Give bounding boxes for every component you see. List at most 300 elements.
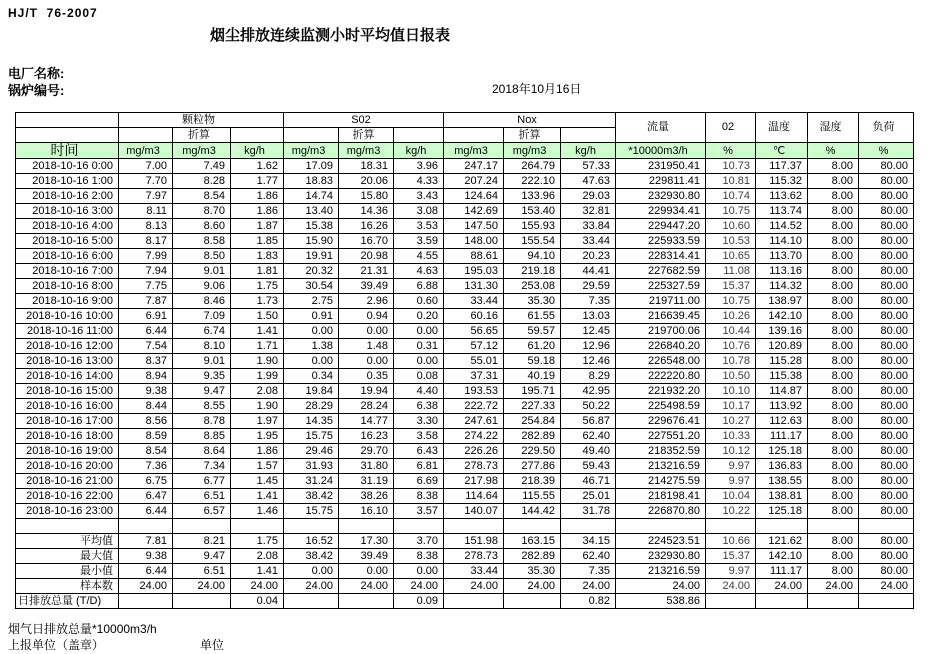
value-cell: 226870.80: [616, 504, 706, 519]
table-row: [16, 324, 914, 339]
unit-so2-kgh: kg/h: [394, 143, 444, 159]
value-cell: 10.75: [706, 294, 756, 309]
value-cell: 24.00: [173, 579, 231, 594]
value-cell: [119, 594, 173, 609]
value-cell: 10.60: [706, 219, 756, 234]
empty-cell: [119, 128, 173, 143]
value-cell: 31.93: [284, 459, 339, 474]
table-row: [16, 264, 914, 279]
value-cell: 14.77: [339, 414, 394, 429]
value-cell: 4.55: [394, 249, 444, 264]
value-cell: 7.97: [119, 189, 173, 204]
value-cell: 9.47: [173, 384, 231, 399]
value-cell: 221932.20: [616, 384, 706, 399]
value-cell: 282.89: [504, 549, 561, 564]
value-cell: [119, 519, 173, 534]
value-cell: 17.09: [284, 159, 339, 174]
value-cell: 6.44: [119, 564, 173, 579]
value-cell: 1.62: [231, 159, 284, 174]
boiler-number-label: 锅炉编号:: [8, 83, 65, 98]
value-cell: 247.17: [444, 159, 504, 174]
col-group-nox: Nox: [444, 113, 616, 128]
value-cell: 207.24: [444, 174, 504, 189]
table-row: [16, 279, 914, 294]
value-cell: 124.64: [444, 189, 504, 204]
value-cell: 12.96: [561, 339, 616, 354]
value-cell: 113.16: [756, 264, 808, 279]
value-cell: 8.00: [808, 324, 859, 339]
value-cell: 8.37: [119, 354, 173, 369]
value-cell: 31.80: [339, 459, 394, 474]
value-cell: 1.81: [231, 264, 284, 279]
value-cell: 8.00: [808, 534, 859, 549]
value-cell: 219711.00: [616, 294, 706, 309]
value-cell: 29.70: [339, 444, 394, 459]
value-cell: 0.94: [339, 309, 394, 324]
table-row: [16, 429, 914, 444]
value-cell: 1.75: [231, 279, 284, 294]
value-cell: 80.00: [859, 459, 914, 474]
value-cell: 80.00: [859, 489, 914, 504]
value-cell: 142.10: [756, 309, 808, 324]
value-cell: 20.23: [561, 249, 616, 264]
summary-label: 最小值: [16, 564, 119, 579]
value-cell: 0.00: [339, 324, 394, 339]
value-cell: 80.00: [859, 414, 914, 429]
value-cell: 6.57: [173, 504, 231, 519]
value-cell: 1.75: [231, 534, 284, 549]
value-cell: 148.00: [444, 234, 504, 249]
value-cell: 3.30: [394, 414, 444, 429]
value-cell: 30.54: [284, 279, 339, 294]
summary-label: 最大值: [16, 549, 119, 564]
value-cell: 62.40: [561, 429, 616, 444]
value-cell: [756, 594, 808, 609]
value-cell: 21.31: [339, 264, 394, 279]
value-cell: 15.75: [284, 429, 339, 444]
value-cell: [173, 594, 231, 609]
value-cell: 88.61: [444, 249, 504, 264]
value-cell: 24.00: [394, 579, 444, 594]
value-cell: 1.71: [231, 339, 284, 354]
table-row: [16, 294, 914, 309]
value-cell: [394, 519, 444, 534]
value-cell: 9.06: [173, 279, 231, 294]
value-cell: 37.31: [444, 369, 504, 384]
value-cell: 9.35: [173, 369, 231, 384]
value-cell: 229447.20: [616, 219, 706, 234]
value-cell: 8.00: [808, 339, 859, 354]
value-cell: 227.33: [504, 399, 561, 414]
value-cell: 229676.41: [616, 414, 706, 429]
value-cell: 0.00: [284, 324, 339, 339]
value-cell: 25.01: [561, 489, 616, 504]
value-cell: 8.28: [173, 174, 231, 189]
value-cell: 8.38: [394, 489, 444, 504]
value-cell: 1.48: [339, 339, 394, 354]
value-cell: 80.00: [859, 564, 914, 579]
value-cell: 16.52: [284, 534, 339, 549]
table-row: [16, 474, 914, 489]
row-time: 2018-10-16 17:00: [16, 414, 119, 429]
value-cell: 1.38: [284, 339, 339, 354]
value-cell: 10.26: [706, 309, 756, 324]
value-cell: 8.38: [394, 549, 444, 564]
value-cell: 1.99: [231, 369, 284, 384]
table-header: [16, 113, 914, 159]
value-cell: 2.08: [231, 549, 284, 564]
col-group-so2: S02: [284, 113, 444, 128]
value-cell: 1.41: [231, 489, 284, 504]
table-row: [16, 369, 914, 384]
value-cell: 39.49: [339, 549, 394, 564]
corner-cell-2: [16, 128, 119, 143]
table-row: [16, 219, 914, 234]
value-cell: 59.18: [504, 354, 561, 369]
corner-cell: [16, 113, 119, 128]
value-cell: 213216.59: [616, 459, 706, 474]
value-cell: 115.28: [756, 354, 808, 369]
value-cell: 7.99: [119, 249, 173, 264]
value-cell: 7.94: [119, 264, 173, 279]
summary-label: 样本数: [16, 579, 119, 594]
value-cell: 15.75: [284, 504, 339, 519]
value-cell: 225498.59: [616, 399, 706, 414]
value-cell: 80.00: [859, 264, 914, 279]
value-cell: 34.15: [561, 534, 616, 549]
row-time: 2018-10-16 4:00: [16, 219, 119, 234]
value-cell: 227551.20: [616, 429, 706, 444]
value-cell: 11.08: [706, 264, 756, 279]
value-cell: 1.41: [231, 564, 284, 579]
value-cell: 62.40: [561, 549, 616, 564]
table-row: [16, 444, 914, 459]
value-cell: 35.30: [504, 294, 561, 309]
value-cell: 0.00: [339, 354, 394, 369]
value-cell: 24.00: [444, 579, 504, 594]
summary-rows: [16, 519, 914, 609]
value-cell: 10.27: [706, 414, 756, 429]
row-time: 2018-10-16 15:00: [16, 384, 119, 399]
value-cell: 115.55: [504, 489, 561, 504]
value-cell: 278.73: [444, 459, 504, 474]
value-cell: 10.78: [706, 354, 756, 369]
value-cell: 4.33: [394, 174, 444, 189]
value-cell: 114.87: [756, 384, 808, 399]
value-cell: 7.54: [119, 339, 173, 354]
value-cell: 214275.59: [616, 474, 706, 489]
row-time: 2018-10-16 19:00: [16, 444, 119, 459]
value-cell: 16.26: [339, 219, 394, 234]
value-cell: 1.87: [231, 219, 284, 234]
value-cell: 8.21: [173, 534, 231, 549]
value-cell: 8.10: [173, 339, 231, 354]
value-cell: 8.00: [808, 489, 859, 504]
value-cell: 10.53: [706, 234, 756, 249]
value-cell: 80.00: [859, 189, 914, 204]
value-cell: 59.57: [504, 324, 561, 339]
value-cell: 1.73: [231, 294, 284, 309]
value-cell: 16.70: [339, 234, 394, 249]
value-cell: 10.76: [706, 339, 756, 354]
data-rows: [16, 159, 914, 519]
value-cell: 6.69: [394, 474, 444, 489]
value-cell: 10.50: [706, 369, 756, 384]
value-cell: 6.88: [394, 279, 444, 294]
summary-label: 平均值: [16, 534, 119, 549]
value-cell: 229811.41: [616, 174, 706, 189]
value-cell: 47.63: [561, 174, 616, 189]
value-cell: 16.10: [339, 504, 394, 519]
table-row: [16, 159, 914, 174]
value-cell: [284, 519, 339, 534]
value-cell: 8.00: [808, 159, 859, 174]
value-cell: 0.00: [284, 564, 339, 579]
value-cell: 8.60: [173, 219, 231, 234]
value-cell: 9.97: [706, 459, 756, 474]
value-cell: 8.00: [808, 219, 859, 234]
unit-o2: %: [706, 143, 756, 159]
value-cell: 142.69: [444, 204, 504, 219]
row-time: 2018-10-16 9:00: [16, 294, 119, 309]
value-cell: 155.93: [504, 219, 561, 234]
value-cell: 8.50: [173, 249, 231, 264]
table-row: [16, 249, 914, 264]
value-cell: 8.29: [561, 369, 616, 384]
table-row: [16, 489, 914, 504]
value-cell: 14.74: [284, 189, 339, 204]
value-cell: 225327.59: [616, 279, 706, 294]
value-cell: 28.24: [339, 399, 394, 414]
value-cell: 10.17: [706, 399, 756, 414]
value-cell: 229934.41: [616, 204, 706, 219]
value-cell: 80.00: [859, 174, 914, 189]
table-row: [16, 399, 914, 414]
page-title: 烟尘排放连续监测小时平均值日报表: [209, 27, 450, 44]
value-cell: 218352.59: [616, 444, 706, 459]
value-cell: 138.97: [756, 294, 808, 309]
value-cell: 8.11: [119, 204, 173, 219]
value-cell: [808, 519, 859, 534]
value-cell: 8.13: [119, 219, 173, 234]
value-cell: 8.00: [808, 174, 859, 189]
value-cell: 12.45: [561, 324, 616, 339]
spacer-row: [16, 519, 914, 534]
value-cell: 10.66: [706, 534, 756, 549]
value-cell: 80.00: [859, 354, 914, 369]
value-cell: 6.74: [173, 324, 231, 339]
group-header-row: [16, 113, 914, 128]
value-cell: 24.00: [706, 579, 756, 594]
value-cell: 121.62: [756, 534, 808, 549]
value-cell: 0.00: [394, 354, 444, 369]
value-cell: [284, 594, 339, 609]
value-cell: 0.91: [284, 309, 339, 324]
nox-converted-label: 折算: [504, 128, 561, 143]
value-cell: 151.98: [444, 534, 504, 549]
value-cell: 9.47: [173, 549, 231, 564]
value-cell: 8.54: [119, 444, 173, 459]
unit-so2-raw: mg/m3: [284, 143, 339, 159]
value-cell: 80.00: [859, 219, 914, 234]
value-cell: [173, 519, 231, 534]
value-cell: 1.86: [231, 189, 284, 204]
value-cell: 20.06: [339, 174, 394, 189]
value-cell: 24.00: [561, 579, 616, 594]
unit-nox-kgh: kg/h: [561, 143, 616, 159]
value-cell: 20.32: [284, 264, 339, 279]
value-cell: 42.95: [561, 384, 616, 399]
value-cell: 274.22: [444, 429, 504, 444]
value-cell: [808, 594, 859, 609]
value-cell: 80.00: [859, 249, 914, 264]
value-cell: [504, 594, 561, 609]
value-cell: [339, 519, 394, 534]
value-cell: 1.46: [231, 504, 284, 519]
value-cell: 24.00: [756, 579, 808, 594]
value-cell: 1.85: [231, 234, 284, 249]
value-cell: 31.19: [339, 474, 394, 489]
value-cell: 219.18: [504, 264, 561, 279]
value-cell: 8.44: [119, 399, 173, 414]
value-cell: 218.39: [504, 474, 561, 489]
unit-load: %: [859, 143, 914, 159]
value-cell: 8.00: [808, 234, 859, 249]
value-cell: 31.78: [561, 504, 616, 519]
unit-pm-kgh: kg/h: [231, 143, 284, 159]
value-cell: 193.53: [444, 384, 504, 399]
value-cell: 6.81: [394, 459, 444, 474]
value-cell: 114.32: [756, 279, 808, 294]
value-cell: 17.30: [339, 534, 394, 549]
value-cell: 9.97: [706, 564, 756, 579]
value-cell: 7.36: [119, 459, 173, 474]
value-cell: 195.03: [444, 264, 504, 279]
unit-so2-conv: mg/m3: [339, 143, 394, 159]
value-cell: 153.40: [504, 204, 561, 219]
value-cell: 247.61: [444, 414, 504, 429]
value-cell: 56.87: [561, 414, 616, 429]
value-cell: 224523.51: [616, 534, 706, 549]
value-cell: 20.98: [339, 249, 394, 264]
value-cell: 7.81: [119, 534, 173, 549]
value-cell: 60.16: [444, 309, 504, 324]
value-cell: 24.00: [504, 579, 561, 594]
value-cell: 195.71: [504, 384, 561, 399]
value-cell: 7.35: [561, 294, 616, 309]
value-cell: 18.31: [339, 159, 394, 174]
value-cell: 0.09: [394, 594, 444, 609]
value-cell: 3.57: [394, 504, 444, 519]
value-cell: 80.00: [859, 159, 914, 174]
value-cell: 9.01: [173, 354, 231, 369]
value-cell: 31.24: [284, 474, 339, 489]
value-cell: 2.96: [339, 294, 394, 309]
value-cell: 8.00: [808, 459, 859, 474]
value-cell: 0.00: [284, 354, 339, 369]
value-cell: 59.43: [561, 459, 616, 474]
value-cell: 7.75: [119, 279, 173, 294]
row-time: 2018-10-16 2:00: [16, 189, 119, 204]
value-cell: 9.01: [173, 264, 231, 279]
value-cell: 0.82: [561, 594, 616, 609]
value-cell: 0.31: [394, 339, 444, 354]
value-cell: 232930.80: [616, 549, 706, 564]
value-cell: 0.60: [394, 294, 444, 309]
value-cell: 35.30: [504, 564, 561, 579]
value-cell: 114.64: [444, 489, 504, 504]
value-cell: [444, 519, 504, 534]
value-cell: 0.08: [394, 369, 444, 384]
value-cell: [706, 594, 756, 609]
value-cell: [339, 594, 394, 609]
value-cell: 226840.20: [616, 339, 706, 354]
value-cell: 6.47: [119, 489, 173, 504]
value-cell: 125.18: [756, 504, 808, 519]
value-cell: 19.91: [284, 249, 339, 264]
table-row: [16, 354, 914, 369]
value-cell: 1.86: [231, 204, 284, 219]
value-cell: 14.35: [284, 414, 339, 429]
value-cell: 8.00: [808, 354, 859, 369]
row-time: 2018-10-16 11:00: [16, 324, 119, 339]
value-cell: 10.22: [706, 504, 756, 519]
value-cell: 29.59: [561, 279, 616, 294]
value-cell: 217.98: [444, 474, 504, 489]
value-cell: 0.00: [394, 324, 444, 339]
value-cell: 10.33: [706, 429, 756, 444]
value-cell: [859, 519, 914, 534]
value-cell: 6.38: [394, 399, 444, 414]
value-cell: [756, 519, 808, 534]
value-cell: 6.75: [119, 474, 173, 489]
report-date: 2018年10月16日: [492, 82, 582, 96]
value-cell: 9.38: [119, 549, 173, 564]
table-row: [16, 414, 914, 429]
value-cell: 8.17: [119, 234, 173, 249]
value-cell: 12.46: [561, 354, 616, 369]
value-cell: 3.08: [394, 204, 444, 219]
value-cell: 8.55: [173, 399, 231, 414]
summary-label: 日排放总量 (T/D): [16, 594, 119, 609]
value-cell: 1.83: [231, 249, 284, 264]
value-cell: 1.77: [231, 174, 284, 189]
value-cell: 33.44: [444, 294, 504, 309]
unit-nox-raw: mg/m3: [444, 143, 504, 159]
value-cell: 222220.80: [616, 369, 706, 384]
value-cell: 3.58: [394, 429, 444, 444]
value-cell: 7.09: [173, 309, 231, 324]
table-row: [16, 174, 914, 189]
value-cell: 138.55: [756, 474, 808, 489]
row-time: 2018-10-16 12:00: [16, 339, 119, 354]
value-cell: 80.00: [859, 474, 914, 489]
value-cell: 1.57: [231, 459, 284, 474]
value-cell: 18.83: [284, 174, 339, 189]
unit-label: 单位: [200, 638, 225, 652]
value-cell: 278.73: [444, 549, 504, 564]
value-cell: 13.03: [561, 309, 616, 324]
value-cell: 1.90: [231, 354, 284, 369]
value-cell: 80.00: [859, 429, 914, 444]
value-cell: 3.53: [394, 219, 444, 234]
value-cell: 111.17: [756, 564, 808, 579]
value-cell: 24.00: [808, 579, 859, 594]
value-cell: 40.19: [504, 369, 561, 384]
value-cell: 8.54: [173, 189, 231, 204]
value-cell: 8.00: [808, 429, 859, 444]
value-cell: 10.12: [706, 444, 756, 459]
